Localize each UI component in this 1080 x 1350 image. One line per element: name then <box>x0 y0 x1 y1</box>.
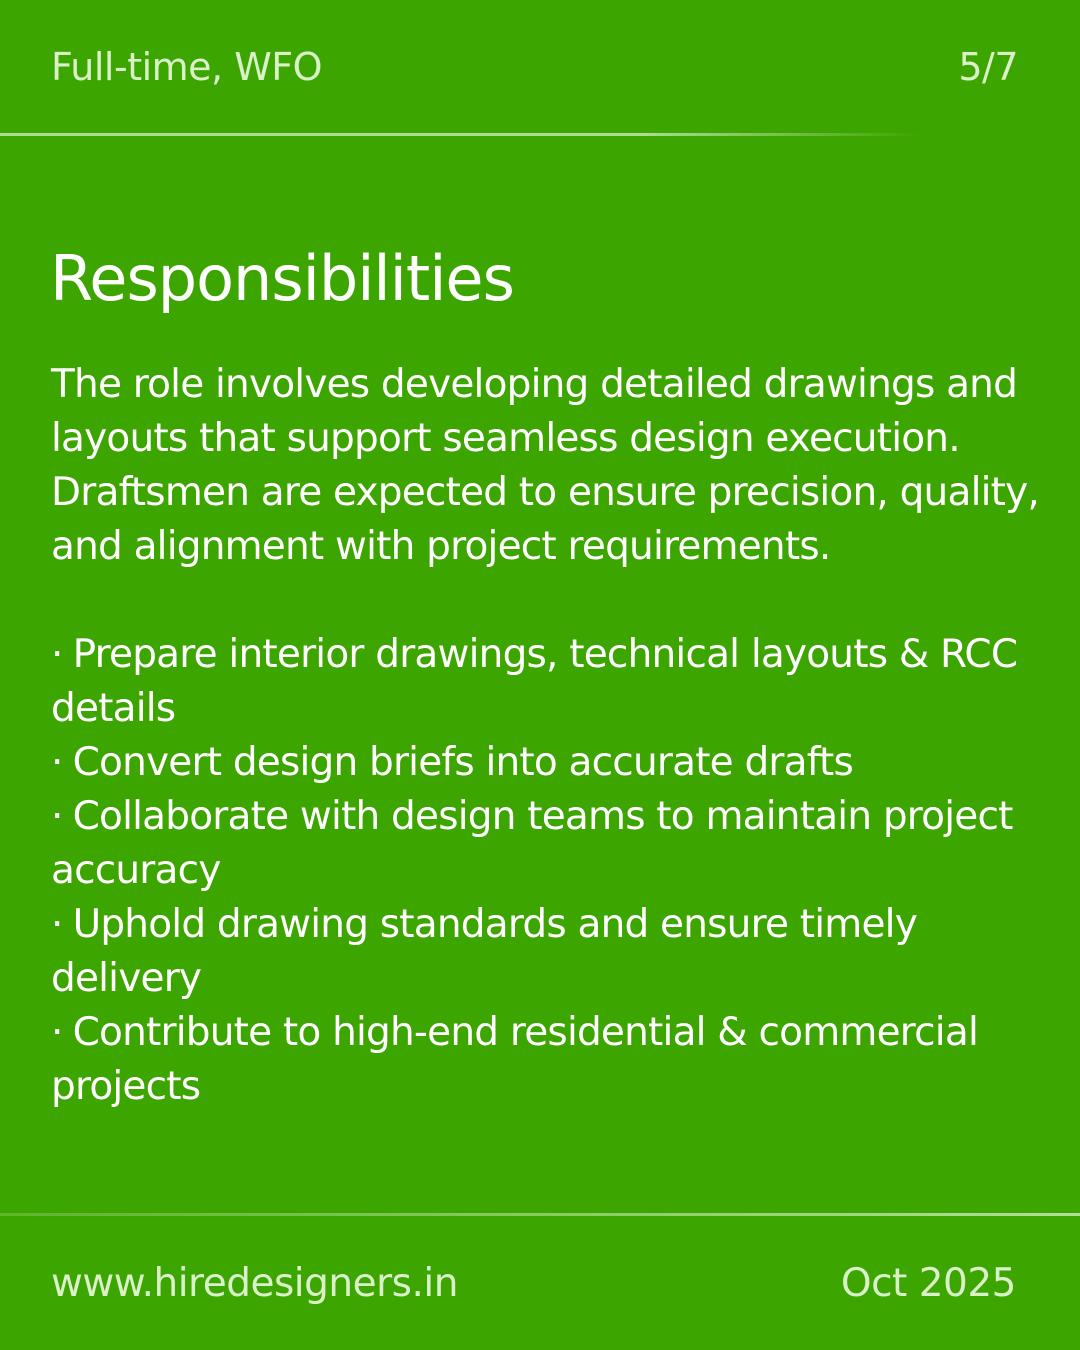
content-body <box>51 358 1051 1114</box>
date-label: Oct 2025 <box>840 1260 1016 1306</box>
top-divider <box>0 133 920 136</box>
list-item-text: Uphold drawing standards and ensure timely delivery <box>51 902 917 1001</box>
bottom-divider <box>0 1213 1080 1216</box>
header <box>51 42 1018 92</box>
bullet-dot: · <box>51 1010 63 1055</box>
footer <box>51 1256 1016 1310</box>
page-title: Responsibilities <box>50 242 514 315</box>
intro-paragraph: The role involves developing detailed drawings and layouts that support seamless design execution. Draftsmen are expected to ensure precision, quality, and alignment with project requirements. <box>51 362 1040 569</box>
list-item <box>51 898 1051 1006</box>
bullet-dot: · <box>51 902 63 947</box>
list-item <box>51 1006 1051 1114</box>
bullet-dot: · <box>51 794 63 839</box>
page-indicator: 5/7 <box>958 45 1018 89</box>
list-item-text: Prepare interior drawings, technical layouts & RCC details <box>51 632 1018 731</box>
list-item <box>51 628 1051 736</box>
responsibilities-list <box>51 628 1051 1114</box>
bullet-dot: · <box>51 632 63 677</box>
job-type-label: Full-time, WFO <box>51 45 323 89</box>
list-item-text: Convert design briefs into accurate drafts <box>72 740 854 785</box>
list-item-text: Collaborate with design teams to maintain project accuracy <box>51 794 1013 893</box>
list-item <box>51 790 1051 898</box>
bullet-dot: · <box>51 740 63 785</box>
paragraph-spacer <box>51 574 1051 628</box>
list-item <box>51 736 1051 790</box>
website-link[interactable]: www.hiredesigners.in <box>51 1260 458 1306</box>
list-item-text: Contribute to high-end residential & commercial projects <box>51 1010 978 1109</box>
